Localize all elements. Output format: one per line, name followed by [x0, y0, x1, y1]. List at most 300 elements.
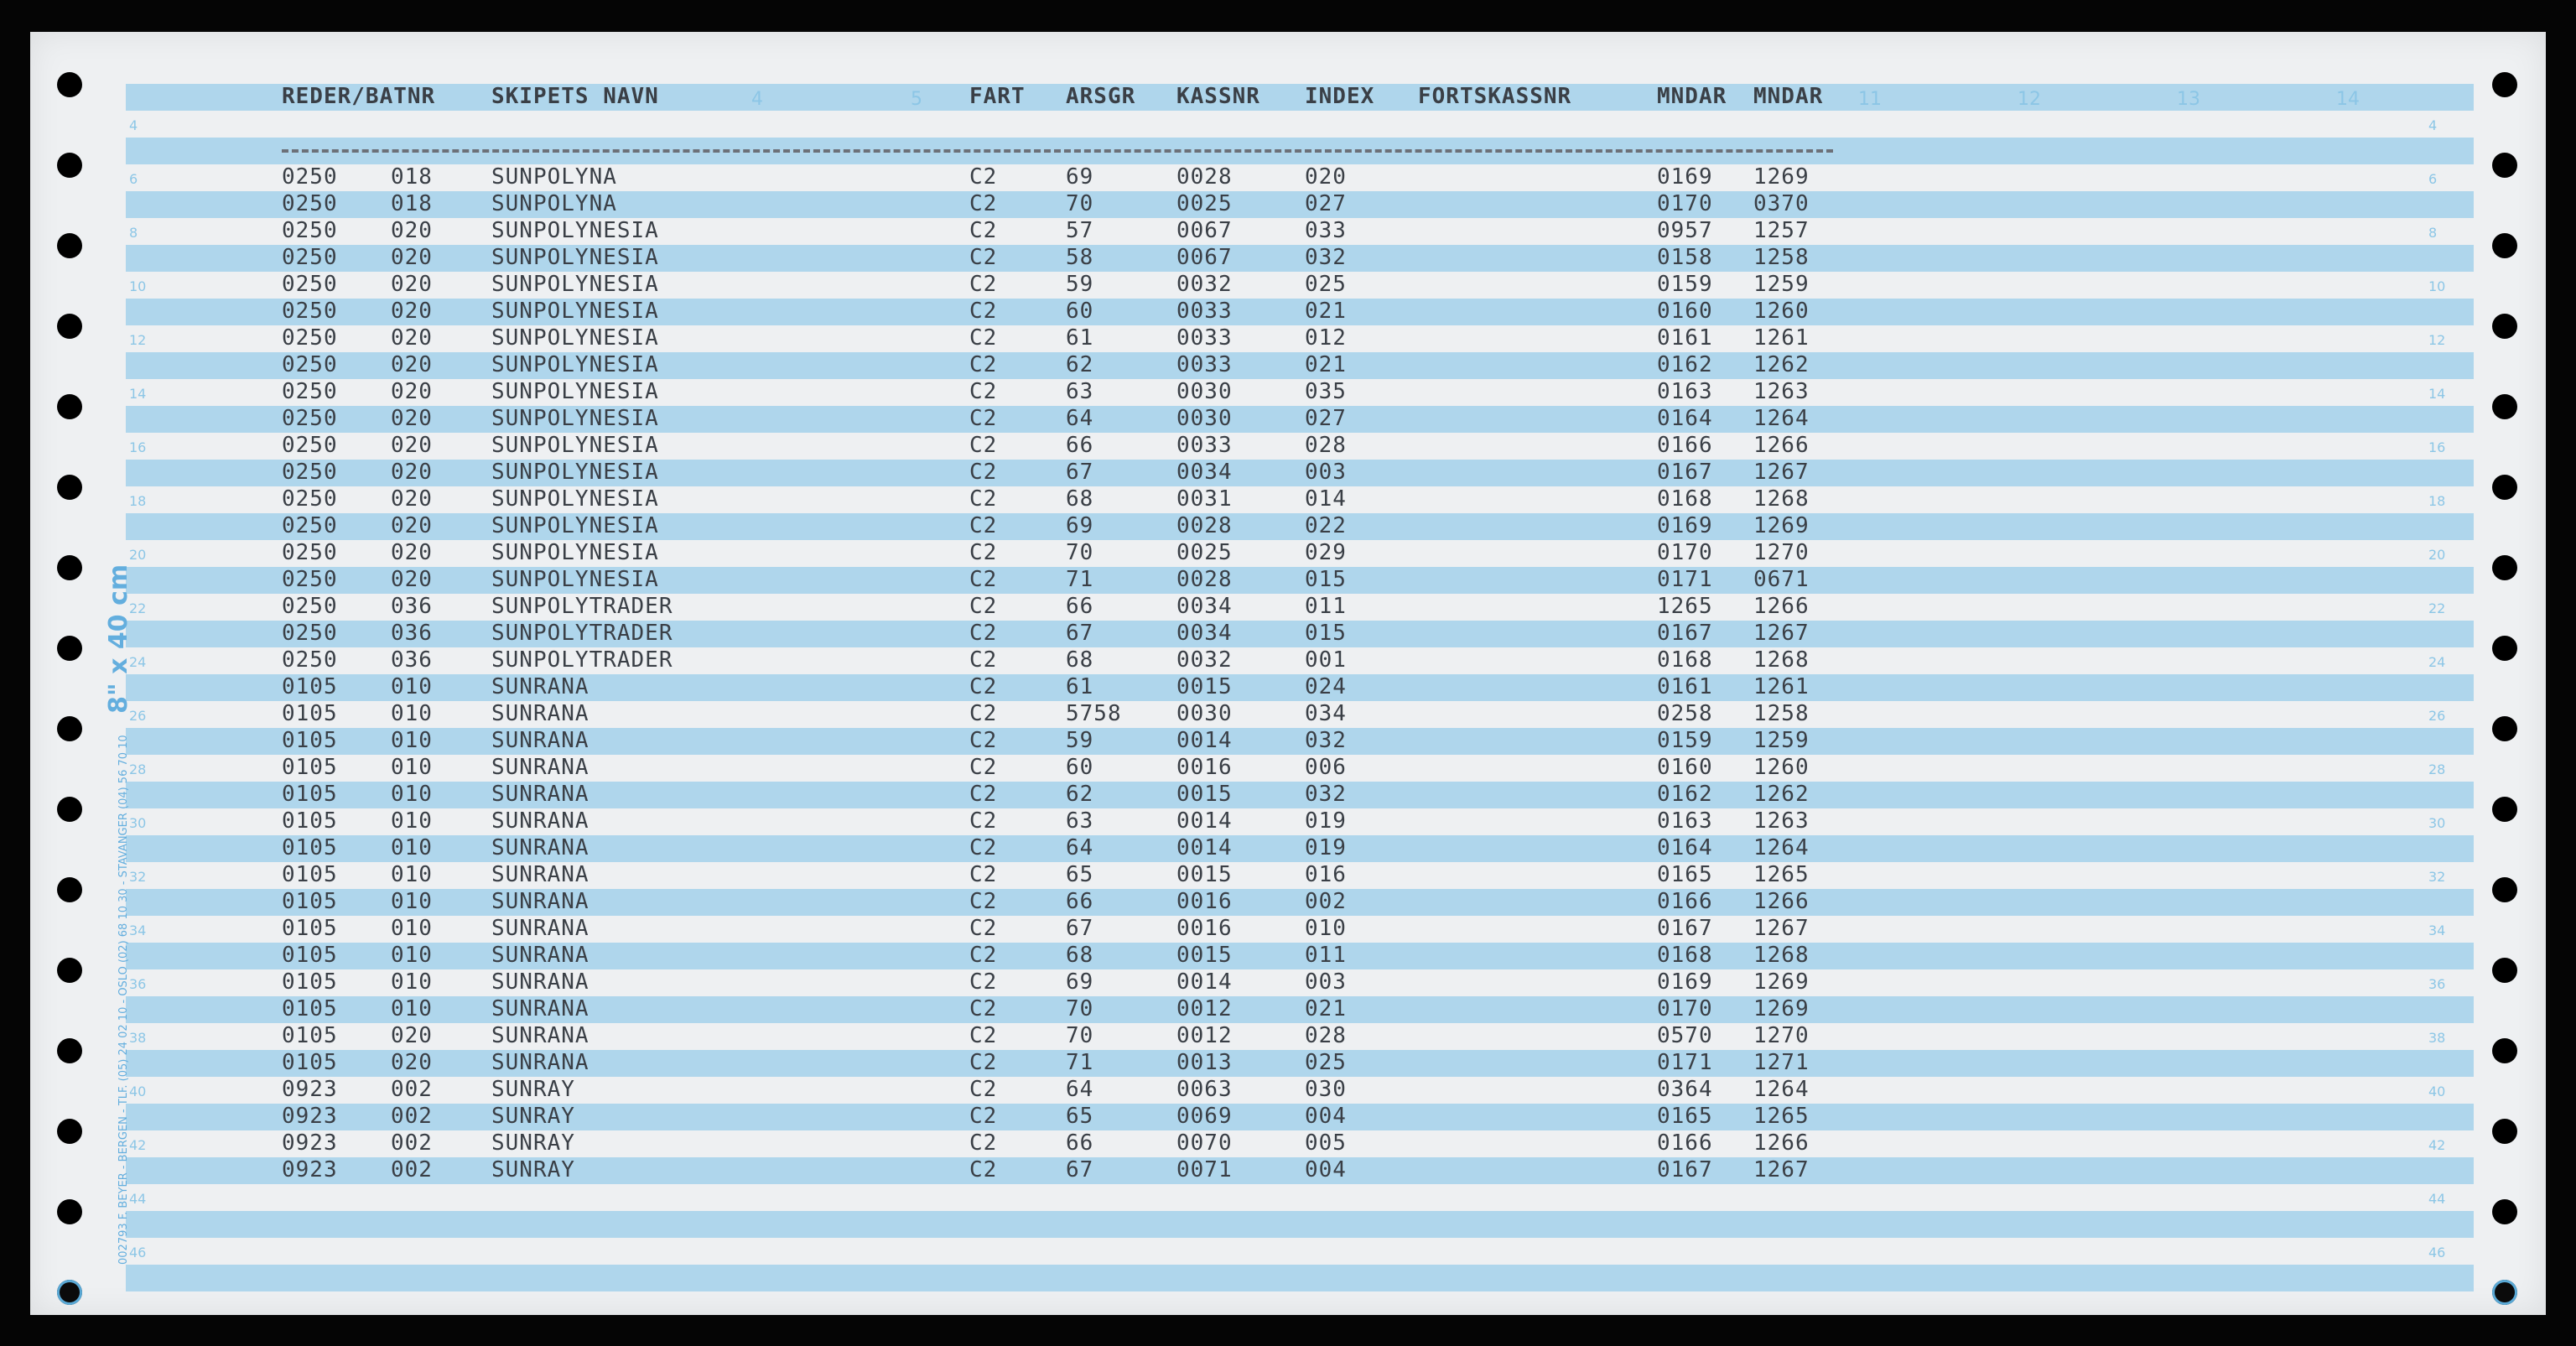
cell-fra: 0161: [1657, 674, 1713, 699]
cell-batnr: 020: [391, 272, 433, 297]
line-number: 40: [2428, 1084, 2446, 1099]
line-number: 32: [2428, 869, 2446, 885]
line-number: 14: [2428, 386, 2446, 402]
cell-kassnr: 0070: [1176, 1130, 1233, 1156]
cell-kassnr: 0034: [1176, 460, 1233, 485]
cell-navn: SUNPOLYNESIA: [491, 540, 659, 565]
line-number: 22: [129, 600, 147, 616]
cell-reder: 0105: [282, 1050, 338, 1075]
cell-index: 024: [1305, 674, 1347, 699]
line-number: 16: [129, 439, 147, 455]
cell-fart: C2: [969, 1130, 998, 1156]
cell-kassnr: 0016: [1176, 916, 1233, 941]
cell-reder: 0105: [282, 674, 338, 699]
cell-batnr: 020: [391, 460, 433, 485]
cell-kassnr: 0025: [1176, 540, 1233, 565]
cell-arsgr: 69: [1066, 969, 1094, 995]
cell-index: 035: [1305, 379, 1347, 404]
cell-index: 030: [1305, 1077, 1347, 1102]
cell-til: 0671: [1753, 567, 1810, 592]
cell-index: 004: [1305, 1157, 1347, 1182]
cell-arsgr: 69: [1066, 513, 1094, 538]
header-reder-batnr: REDER/BATNR: [282, 84, 436, 109]
cell-fart: C2: [969, 218, 998, 243]
cell-batnr: 036: [391, 594, 433, 619]
cell-navn: SUNRANA: [491, 755, 589, 780]
cell-index: 016: [1305, 862, 1347, 887]
column-number: 13: [2177, 89, 2200, 110]
cell-reder: 0105: [282, 1023, 338, 1048]
paper-side-print: [104, 564, 133, 1265]
cell-navn: SUNRANA: [491, 808, 589, 834]
cell-navn: SUNRAY: [491, 1130, 575, 1156]
line-number: 4: [2428, 117, 2438, 133]
cell-kassnr: 0069: [1176, 1104, 1233, 1129]
cell-til: 1267: [1753, 916, 1810, 941]
tractor-hole: [57, 958, 82, 983]
cell-index: 032: [1305, 245, 1347, 270]
band-stripe: [126, 1157, 2474, 1184]
line-number: 26: [2428, 708, 2446, 724]
cell-kassnr: 0030: [1176, 406, 1233, 431]
cell-fart: C2: [969, 996, 998, 1021]
cell-til: 1260: [1753, 299, 1810, 324]
column-number: 5: [911, 89, 922, 110]
cell-arsgr: 67: [1066, 1157, 1094, 1182]
cell-arsgr: 62: [1066, 352, 1094, 377]
cell-navn: SUNRANA: [491, 862, 589, 887]
cell-navn: SUNRAY: [491, 1104, 575, 1129]
cell-arsgr: 69: [1066, 164, 1094, 190]
cell-til: 1265: [1753, 1104, 1810, 1129]
cell-arsgr: 66: [1066, 433, 1094, 458]
cell-kassnr: 0033: [1176, 433, 1233, 458]
cell-arsgr: 59: [1066, 272, 1094, 297]
cell-arsgr: 71: [1066, 567, 1094, 592]
line-number: 4: [129, 117, 138, 133]
cell-batnr: 010: [391, 889, 433, 914]
cell-navn: SUNRANA: [491, 674, 589, 699]
cell-fart: C2: [969, 164, 998, 190]
cell-fra: 0957: [1657, 218, 1713, 243]
cell-reder: 0105: [282, 808, 338, 834]
cell-reder: 0105: [282, 728, 338, 753]
cell-til: 1258: [1753, 245, 1810, 270]
cell-kassnr: 0032: [1176, 272, 1233, 297]
cell-reder: 0105: [282, 916, 338, 941]
line-number: 30: [2428, 815, 2446, 831]
line-number: 32: [129, 869, 147, 885]
cell-reder: 0250: [282, 486, 338, 512]
header-arsgr: ARSGR: [1066, 84, 1136, 109]
cell-fra: 0169: [1657, 513, 1713, 538]
cell-arsgr: 70: [1066, 540, 1094, 565]
tractor-hole: [2492, 153, 2517, 178]
line-number: 24: [2428, 654, 2446, 670]
cell-fra: 0169: [1657, 969, 1713, 995]
cell-til: 1269: [1753, 513, 1810, 538]
printout-sheet: [30, 32, 2546, 1315]
cell-til: 1265: [1753, 862, 1810, 887]
cell-fart: C2: [969, 808, 998, 834]
cell-fra: 1265: [1657, 594, 1713, 619]
cell-arsgr: 58: [1066, 245, 1094, 270]
cell-reder: 0250: [282, 379, 338, 404]
cell-til: 1259: [1753, 728, 1810, 753]
cell-navn: SUNPOLYNESIA: [491, 406, 659, 431]
cell-reder: 0250: [282, 621, 338, 646]
cell-kassnr: 0033: [1176, 325, 1233, 351]
cell-arsgr: 65: [1066, 1104, 1094, 1129]
tractor-hole: [57, 1119, 82, 1144]
cell-til: 1264: [1753, 835, 1810, 860]
cell-fart: C2: [969, 916, 998, 941]
cell-kassnr: 0013: [1176, 1050, 1233, 1075]
line-number: 34: [2428, 922, 2446, 938]
cell-arsgr: 70: [1066, 1023, 1094, 1048]
cell-reder: 0250: [282, 352, 338, 377]
cell-arsgr: 65: [1066, 862, 1094, 887]
line-number: 12: [129, 332, 147, 348]
band-stripe: [126, 943, 2474, 969]
header-fart: FART: [969, 84, 1026, 109]
cell-reder: 0923: [282, 1130, 338, 1156]
printer-imprint: 002793 F. BEYER - BERGEN - TLF. (05) 24 02 10 - OSLO (02) 68 10 30 - STAVANGER (04) 56 70 10: [117, 735, 130, 1265]
cell-reder: 0250: [282, 540, 338, 565]
line-number: 6: [129, 171, 138, 187]
cell-fart: C2: [969, 621, 998, 646]
band-stripe: [126, 1211, 2474, 1238]
cell-fra: 0162: [1657, 352, 1713, 377]
cell-til: 1261: [1753, 325, 1810, 351]
cell-fart: C2: [969, 1077, 998, 1102]
cell-reder: 0250: [282, 218, 338, 243]
cell-navn: SUNRANA: [491, 889, 589, 914]
cell-til: 1268: [1753, 486, 1810, 512]
cell-kassnr: 0067: [1176, 218, 1233, 243]
cell-batnr: 020: [391, 299, 433, 324]
cell-til: 1264: [1753, 1077, 1810, 1102]
cell-kassnr: 0031: [1176, 486, 1233, 512]
cell-til: 1268: [1753, 943, 1810, 968]
line-number: 44: [129, 1191, 147, 1207]
cell-batnr: 020: [391, 1023, 433, 1048]
cell-reder: 0250: [282, 299, 338, 324]
line-number: 22: [2428, 600, 2446, 616]
cell-navn: SUNPOLYNESIA: [491, 352, 659, 377]
cell-reder: 0923: [282, 1157, 338, 1182]
cell-batnr: 020: [391, 567, 433, 592]
cell-til: 1262: [1753, 352, 1810, 377]
cell-batnr: 010: [391, 835, 433, 860]
cell-fart: C2: [969, 1050, 998, 1075]
cell-fart: C2: [969, 1157, 998, 1182]
cell-til: 1263: [1753, 808, 1810, 834]
band-stripe: [126, 728, 2474, 755]
cell-navn: SUNRANA: [491, 916, 589, 941]
cell-fart: C2: [969, 701, 998, 726]
cell-arsgr: 61: [1066, 325, 1094, 351]
cell-fart: C2: [969, 352, 998, 377]
band-stripe: [126, 460, 2474, 486]
cell-til: 0370: [1753, 191, 1810, 216]
band-stripe: [126, 1050, 2474, 1077]
band-stripe: [126, 352, 2474, 379]
cell-batnr: 010: [391, 782, 433, 807]
cell-index: 019: [1305, 808, 1347, 834]
cell-reder: 0105: [282, 835, 338, 860]
cell-fra: 0170: [1657, 191, 1713, 216]
cell-fra: 0161: [1657, 325, 1713, 351]
cell-arsgr: 64: [1066, 835, 1094, 860]
cell-batnr: 010: [391, 755, 433, 780]
cell-fart: C2: [969, 567, 998, 592]
line-number: 24: [129, 654, 147, 670]
cell-fra: 0166: [1657, 433, 1713, 458]
cell-kassnr: 0028: [1176, 567, 1233, 592]
cell-fra: 0167: [1657, 916, 1713, 941]
cell-fra: 0168: [1657, 943, 1713, 968]
cell-batnr: 020: [391, 540, 433, 565]
cell-index: 004: [1305, 1104, 1347, 1129]
cell-reder: 0250: [282, 164, 338, 190]
band-stripe: [126, 1104, 2474, 1130]
line-number: 12: [2428, 332, 2446, 348]
cell-arsgr: 64: [1066, 1077, 1094, 1102]
cell-kassnr: 0014: [1176, 728, 1233, 753]
cell-fra: 0171: [1657, 1050, 1713, 1075]
cell-index: 029: [1305, 540, 1347, 565]
cell-fart: C2: [969, 513, 998, 538]
cell-fart: C2: [969, 969, 998, 995]
cell-kassnr: 0015: [1176, 943, 1233, 968]
cell-kassnr: 0014: [1176, 835, 1233, 860]
tractor-hole: [57, 72, 82, 97]
cell-navn: SUNPOLYNESIA: [491, 433, 659, 458]
header-skipets-navn: SKIPETS NAVN: [491, 84, 659, 109]
cell-reder: 0250: [282, 433, 338, 458]
cell-til: 1260: [1753, 755, 1810, 780]
cell-fra: 0167: [1657, 460, 1713, 485]
cell-til: 1267: [1753, 1157, 1810, 1182]
cell-batnr: 010: [391, 728, 433, 753]
cell-arsgr: 63: [1066, 808, 1094, 834]
band-stripe: [126, 245, 2474, 272]
cell-til: 1259: [1753, 272, 1810, 297]
tractor-hole: [57, 797, 82, 822]
cell-reder: 0923: [282, 1104, 338, 1129]
cell-arsgr: 5758: [1066, 701, 1122, 726]
cell-reder: 0250: [282, 460, 338, 485]
tractor-hole: [2492, 233, 2517, 258]
cell-kassnr: 0016: [1176, 755, 1233, 780]
line-number: 30: [129, 815, 147, 831]
cell-batnr: 010: [391, 674, 433, 699]
cell-index: 028: [1305, 1023, 1347, 1048]
cell-index: 006: [1305, 755, 1347, 780]
cell-kassnr: 0034: [1176, 621, 1233, 646]
header-fortskassnr: FORTSKASSNR: [1418, 84, 1572, 109]
cell-navn: SUNRAY: [491, 1157, 575, 1182]
cell-index: 012: [1305, 325, 1347, 351]
cell-index: 034: [1305, 701, 1347, 726]
cell-arsgr: 57: [1066, 218, 1094, 243]
tractor-hole: [2492, 394, 2517, 419]
cell-index: 005: [1305, 1130, 1347, 1156]
cell-til: 1269: [1753, 969, 1810, 995]
line-number: 8: [2428, 225, 2438, 241]
cell-navn: SUNRANA: [491, 728, 589, 753]
column-number: 4: [751, 89, 763, 110]
cell-fart: C2: [969, 674, 998, 699]
tractor-hole: [57, 636, 82, 661]
cell-navn: SUNPOLYNA: [491, 191, 617, 216]
cell-index: 022: [1305, 513, 1347, 538]
cell-til: 1267: [1753, 621, 1810, 646]
cell-reder: 0250: [282, 272, 338, 297]
cell-navn: SUNPOLYNESIA: [491, 460, 659, 485]
line-number: 38: [129, 1030, 147, 1046]
cell-fra: 0169: [1657, 164, 1713, 190]
cell-til: 1261: [1753, 674, 1810, 699]
cell-index: 001: [1305, 647, 1347, 673]
band-stripe: [126, 299, 2474, 325]
cell-fart: C2: [969, 191, 998, 216]
cell-kassnr: 0034: [1176, 594, 1233, 619]
cell-index: 025: [1305, 272, 1347, 297]
cell-navn: SUNPOLYNESIA: [491, 486, 659, 512]
tractor-hole: [57, 716, 82, 741]
cell-navn: SUNPOLYTRADER: [491, 647, 673, 673]
tractor-hole: [57, 877, 82, 902]
cell-kassnr: 0071: [1176, 1157, 1233, 1182]
cell-navn: SUNRANA: [491, 1050, 589, 1075]
line-number: 46: [129, 1245, 147, 1260]
band-stripe: [126, 567, 2474, 594]
cell-fart: C2: [969, 782, 998, 807]
cell-batnr: 010: [391, 916, 433, 941]
cell-fart: C2: [969, 379, 998, 404]
cell-fra: 0165: [1657, 862, 1713, 887]
cell-index: 021: [1305, 996, 1347, 1021]
line-number: 10: [2428, 278, 2446, 294]
band-stripe: [126, 513, 2474, 540]
line-number: 10: [129, 278, 147, 294]
cell-arsgr: 68: [1066, 486, 1094, 512]
cell-fart: C2: [969, 943, 998, 968]
cell-batnr: 036: [391, 647, 433, 673]
cell-index: 014: [1305, 486, 1347, 512]
cell-kassnr: 0033: [1176, 299, 1233, 324]
cell-kassnr: 0028: [1176, 513, 1233, 538]
cell-kassnr: 0015: [1176, 674, 1233, 699]
tractor-hole: [57, 475, 82, 500]
cell-batnr: 020: [391, 245, 433, 270]
line-number: 28: [2428, 761, 2446, 777]
cell-reder: 0105: [282, 782, 338, 807]
cell-index: 003: [1305, 460, 1347, 485]
cell-fart: C2: [969, 862, 998, 887]
cell-arsgr: 70: [1066, 996, 1094, 1021]
band-stripe: [126, 835, 2474, 862]
header-mndar-1: MNDAR: [1657, 84, 1727, 109]
cell-kassnr: 0033: [1176, 352, 1233, 377]
cell-navn: SUNRANA: [491, 782, 589, 807]
tractor-hole: [57, 1038, 82, 1063]
line-number: 34: [129, 922, 147, 938]
cell-fra: 0258: [1657, 701, 1713, 726]
cell-index: 019: [1305, 835, 1347, 860]
cell-batnr: 020: [391, 513, 433, 538]
cell-arsgr: 64: [1066, 406, 1094, 431]
cell-batnr: 020: [391, 218, 433, 243]
band-stripe: [126, 406, 2474, 433]
cell-fart: C2: [969, 1023, 998, 1048]
cell-arsgr: 59: [1066, 728, 1094, 753]
cell-til: 1266: [1753, 594, 1810, 619]
tractor-hole: [2492, 797, 2517, 822]
cell-navn: SUNRANA: [491, 835, 589, 860]
line-number: 36: [129, 976, 147, 992]
cell-reder: 0105: [282, 755, 338, 780]
cell-fart: C2: [969, 835, 998, 860]
cell-batnr: 020: [391, 325, 433, 351]
cell-reder: 0250: [282, 594, 338, 619]
cell-index: 027: [1305, 406, 1347, 431]
cell-fart: C2: [969, 486, 998, 512]
cell-til: 1264: [1753, 406, 1810, 431]
cell-navn: SUNPOLYNESIA: [491, 379, 659, 404]
cell-kassnr: 0030: [1176, 701, 1233, 726]
cell-navn: SUNRANA: [491, 943, 589, 968]
cell-arsgr: 70: [1066, 191, 1094, 216]
cell-kassnr: 0025: [1176, 191, 1233, 216]
cell-til: 1271: [1753, 1050, 1810, 1075]
tractor-hole: [2492, 1038, 2517, 1063]
cell-navn: SUNPOLYNESIA: [491, 299, 659, 324]
cell-arsgr: 71: [1066, 1050, 1094, 1075]
cell-reder: 0105: [282, 701, 338, 726]
cell-batnr: 018: [391, 191, 433, 216]
band-stripe: [126, 782, 2474, 808]
cell-kassnr: 0014: [1176, 969, 1233, 995]
tractor-hole: [2492, 716, 2517, 741]
cell-reder: 0923: [282, 1077, 338, 1102]
cell-batnr: 010: [391, 969, 433, 995]
line-number: 46: [2428, 1245, 2446, 1260]
cell-fra: 0166: [1657, 1130, 1713, 1156]
cell-til: 1267: [1753, 460, 1810, 485]
header-kassnr: KASSNR: [1176, 84, 1260, 109]
cell-fart: C2: [969, 755, 998, 780]
cell-reder: 0250: [282, 513, 338, 538]
paper-size-label: 8" x 40 cm: [104, 564, 133, 714]
tractor-hole: [57, 314, 82, 339]
cell-fra: 0168: [1657, 647, 1713, 673]
line-number: 8: [129, 225, 138, 241]
line-number: 40: [129, 1084, 147, 1099]
cell-navn: SUNRANA: [491, 996, 589, 1021]
cell-fra: 0167: [1657, 621, 1713, 646]
cell-fra: 0159: [1657, 728, 1713, 753]
cell-reder: 0105: [282, 969, 338, 995]
cell-fra: 0168: [1657, 486, 1713, 512]
cell-fart: C2: [969, 325, 998, 351]
cell-fra: 0166: [1657, 889, 1713, 914]
header-index: INDEX: [1305, 84, 1375, 109]
tractor-hole: [57, 153, 82, 178]
cell-reder: 0105: [282, 996, 338, 1021]
